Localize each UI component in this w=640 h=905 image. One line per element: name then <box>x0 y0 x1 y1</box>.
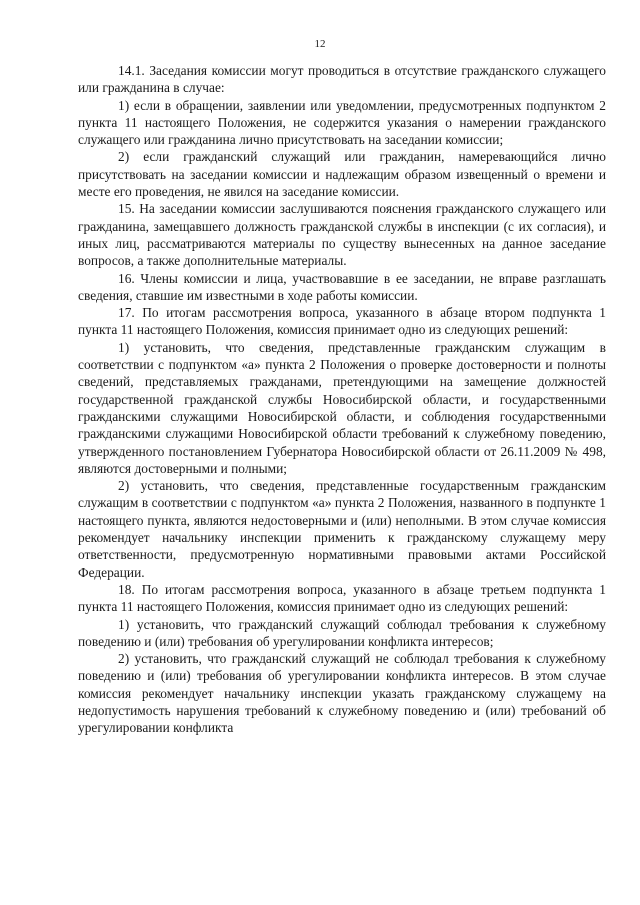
paragraph-15: 15. На заседании комиссии заслушиваются пояснения гражданского служащего или гражданина, замещавшего должность гражданской службы в инспекции (с их согласия), и иных лиц, рассматриваются материалы по существу вынесенных на данное заседание вопросов, а также дополнительные материалы. <box>78 201 606 269</box>
paragraph-14-1-item-2: 2) если гражданский служащий или гражданин, намеревающийся лично присутствовать на заседании комиссии и надлежащим образом извещенный о времени и месте его проведения, не явился на заседание комиссии. <box>78 149 606 200</box>
paragraph-14-1-item-1: 1) если в обращении, заявлении или уведомлении, предусмотренных подпунктом 2 пункта 11 настоящего Положения, не содержится указания о намерении гражданского служащего или гражданина лично присутствовать на заседании комиссии; <box>78 97 606 148</box>
paragraph-18: 18. По итогам рассмотрения вопроса, указанного в абзаце третьем подпункта 1 пункта 11 настоящего Положения, комиссия принимает одно из следующих решений: <box>78 581 606 615</box>
paragraph-18-item-2: 2) установить, что гражданский служащий не соблюдал требования к служебному поведению и (или) требования об урегулировании конфликта интересов. В этом случае комиссия рекомендует начальнику инспекции указать гражданскому служащему на недопустимость нарушения требований к служебному поведению и (или) требований об урегулировании конфликта <box>78 651 606 736</box>
paragraph-17: 17. По итогам рассмотрения вопроса, указанного в абзаце втором подпункта 1 пункта 11 настоящего Положения, комиссия принимает одно из следующих решений: <box>78 305 606 338</box>
paragraph-14-1: 14.1. Заседания комиссии могут проводиться в отсутствие гражданского служащего или гражданина в случае: <box>78 63 606 96</box>
paragraph-16: 16. Члены комиссии и лица, участвовавшие в ее заседании, не вправе разглашать сведения, ставшие им известными в ходе работы комиссии. <box>78 270 606 303</box>
document-body <box>78 62 606 737</box>
paragraph-17-item-2: 2) установить, что сведения, представленные государственным гражданским служащим в соответствии с подпунктом «а» пункта 2 Положения, названного в подпункте 1 настоящего пункта, являются недостоверными и (или) неполными. В этом случае комиссия рекомендует начальнику инспекции применить к гражданскому служащему меру ответственности, предусмотренную нормативными правовыми актами Российской Федерации. <box>78 478 606 580</box>
paragraph-17-item-1: 1) установить, что сведения, представленные гражданским служащим в соответствии с подпунктом «а» пункта 2 Положения о проверке достоверности и полноты сведений, представляемых гражданами, претендующими на замещение должностей государственной гражданской службы Новосибирской области, и государственными гражданскими служащими Новосибирской области, и соблюдения государственными гражданскими служащими Новосибирской области требований к служебному поведению, утвержденного постановлением Губернатора Новосибирской области от 26.11.2009 № 498, являются достоверными и полными; <box>78 339 606 476</box>
paragraph-18-item-1: 1) установить, что гражданский служащий соблюдал требования к служебному поведению и (или) требования об урегулировании конфликта интересов; <box>78 616 606 649</box>
page-number: 12 <box>314 38 326 50</box>
